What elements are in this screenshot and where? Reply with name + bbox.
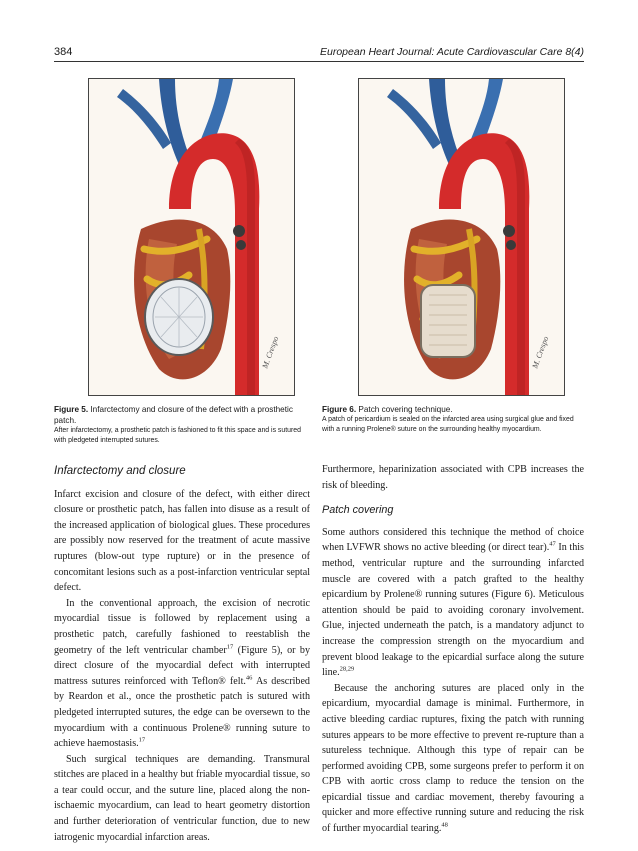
text-run: In this method, ventricular rupture and the surrounding infarcted muscle are covered with a patch grafted to the healthy epicardium by Prolene® running sutures (Figure 6). Meticulous attention should be paid to avoiding coronary involvement. Glue, injected underneath the patch, is a mandatory adjunct to increase the compression strength on the myocardium and prevent blood leakage to the epicardial surface along the suture line. xyxy=(322,542,584,679)
citation: 48 xyxy=(441,821,448,829)
figure-label: Figure 6. xyxy=(322,405,357,414)
heart-patch-covering-drawing xyxy=(359,79,564,395)
paragraph: Infarct excision and closure of the defect, with either direct closure or prosthetic patch, has fallen into disuse as a result of the increased application of biological glues. These procedures are possibly now reserved for the treatment of acute massive ruptures (blow-out type rupture) or in the presence of concomitant lesions such as a post-infarction ventricular septal defect. xyxy=(54,488,310,594)
citation: 47 xyxy=(549,541,556,549)
paragraph: Such surgical techniques are demanding. Transmural stitches are placed in a healthy but friable myocardial tissue, so a tear could occur, and the suture line, placed along the non-ischaemic myocardium, can lead to heart geometry distortion and further deterioration of ventricular function, due to new iatrogenic myocardial infarction areas. xyxy=(54,753,310,843)
running-header xyxy=(54,46,584,60)
paragraph: Furthermore, heparinization associated with CPB increases the risk of bleeding. xyxy=(322,464,584,491)
journal-title: European Heart Journal: Acute Cardiovascular Care 8(4) xyxy=(320,46,584,58)
citation: 17 xyxy=(138,736,146,744)
figure-5-caption xyxy=(54,404,310,446)
artist-signature: M. Crespo xyxy=(530,335,551,370)
text-run: In the conventional approach, the excision of necrotic myocardial tissue is followed by replacement using a prosthetic patch, carefully fashioned to reestablish the geometry of the left ventricular chamber xyxy=(54,597,310,656)
section-heading: Infarctectomy and closure xyxy=(54,465,186,477)
text-run: (Figure 5), or by direct closure of the myocardial defect with interrupted mattress sutures reinforced with Teflon® felt. xyxy=(54,644,311,687)
figure-caption-body: A patch of pericardium is sealed on the infarcted area using surgical glue and fixed with a running Prolene® suture on the surrounding healthy myocardium. xyxy=(322,416,574,433)
figure-6-caption xyxy=(322,404,584,435)
paragraph xyxy=(54,596,310,752)
artist-signature: M. Crespo xyxy=(260,335,281,370)
figure-label: Figure 5. xyxy=(54,405,89,414)
paragraph xyxy=(322,525,584,681)
heart-prosthetic-patch-drawing xyxy=(89,79,294,395)
figure-caption-body: After infarctectomy, a prosthetic patch is fashioned to fit this space and is sutured with pledgeted interrupted sutures. xyxy=(54,427,301,444)
figure-title: Infarctectomy and closure of the defect with a prosthetic patch. xyxy=(54,405,293,425)
citation: 17 xyxy=(226,643,234,651)
citation: 28,29 xyxy=(339,665,355,673)
text-run: As described by Reardon et al., once the prosthetic patch is sutured with pledgeted interrupted sutures, the edge can be oversewn to the myocardium with a continuous Prolene® running suture to achieve haemostasis. xyxy=(54,675,310,750)
right-column xyxy=(322,462,584,837)
left-column xyxy=(54,462,310,845)
citation: 46 xyxy=(245,674,253,682)
header-rule xyxy=(54,61,584,62)
text-run: Because the anchoring sutures are placed only in the epicardium, myocardial damage is minimal. Furthermore, in active bleeding cardiac ruptures, fixing the patch with running sutures appears to be more effective to prevent re-rupture than a sutureless technique. Although this type of repair can be performed avoiding CPB, some surgeons prefer to perform it on CPB with aortic cross clamp to reduce the tension on the epicardial tissue and cardiac movement, thereby favouring a quicker and more effective running suture and reducing the risk of further myocardial tearing. xyxy=(322,682,584,835)
section-heading: Patch covering xyxy=(322,504,394,517)
page-number: 384 xyxy=(54,46,73,58)
figure-5-illustration xyxy=(88,78,295,396)
figure-6-illustration xyxy=(358,78,565,396)
paragraph xyxy=(322,681,584,837)
text-run: Some authors considered this technique the method of choice when LVFWR shows no active bleeding (or direct tear). xyxy=(322,526,584,554)
figure-title: Patch covering technique. xyxy=(358,405,453,414)
